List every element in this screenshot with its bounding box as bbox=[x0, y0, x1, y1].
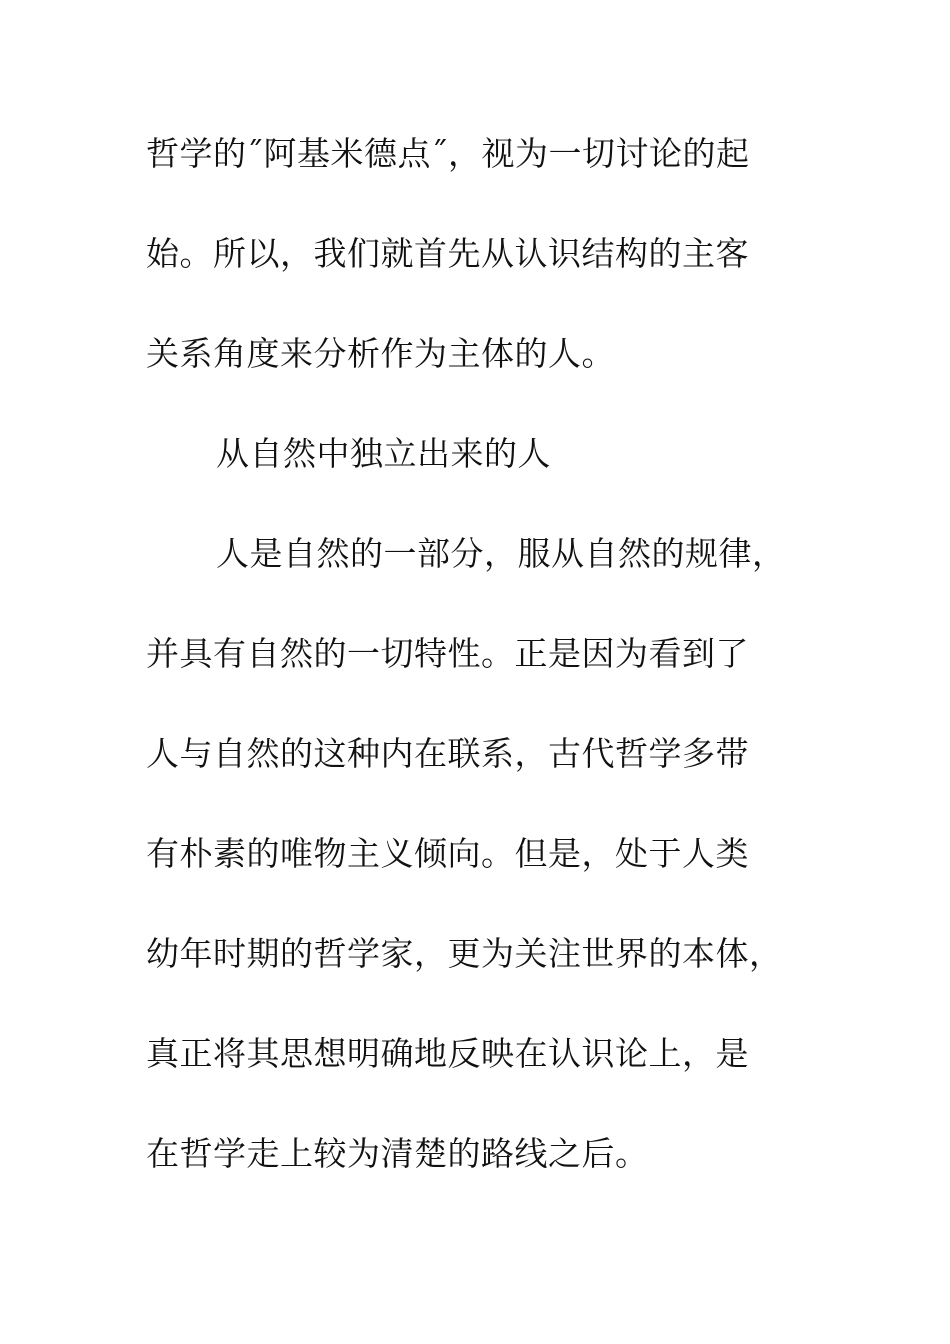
text-line: 幼年时期的哲学家，更为关注世界的本体， bbox=[146, 934, 783, 973]
text-line: 人是自然的一部分，服从自然的规律， bbox=[216, 534, 786, 573]
text-line: 真正将其思想明确地反映在认识论上，是 bbox=[146, 1034, 749, 1073]
text-line: 关系角度来分析作为主体的人。 bbox=[146, 334, 615, 373]
text-line: 并具有自然的一切特性。正是因为看到了 bbox=[146, 634, 749, 673]
text-line: 哲学的˝阿基米德点˝，视为一切讨论的起 bbox=[146, 134, 750, 173]
text-line: 始。所以，我们就首先从认识结构的主客 bbox=[146, 234, 749, 273]
text-line: 人与自然的这种内在联系，古代哲学多带 bbox=[146, 734, 749, 773]
text-line: 在哲学走上较为清楚的路线之后。 bbox=[146, 1134, 649, 1173]
section-heading: 从自然中独立出来的人 bbox=[216, 434, 551, 473]
body-text bbox=[146, 126, 806, 1226]
text-line: 有朴素的唯物主义倾向。但是，处于人类 bbox=[146, 834, 749, 873]
